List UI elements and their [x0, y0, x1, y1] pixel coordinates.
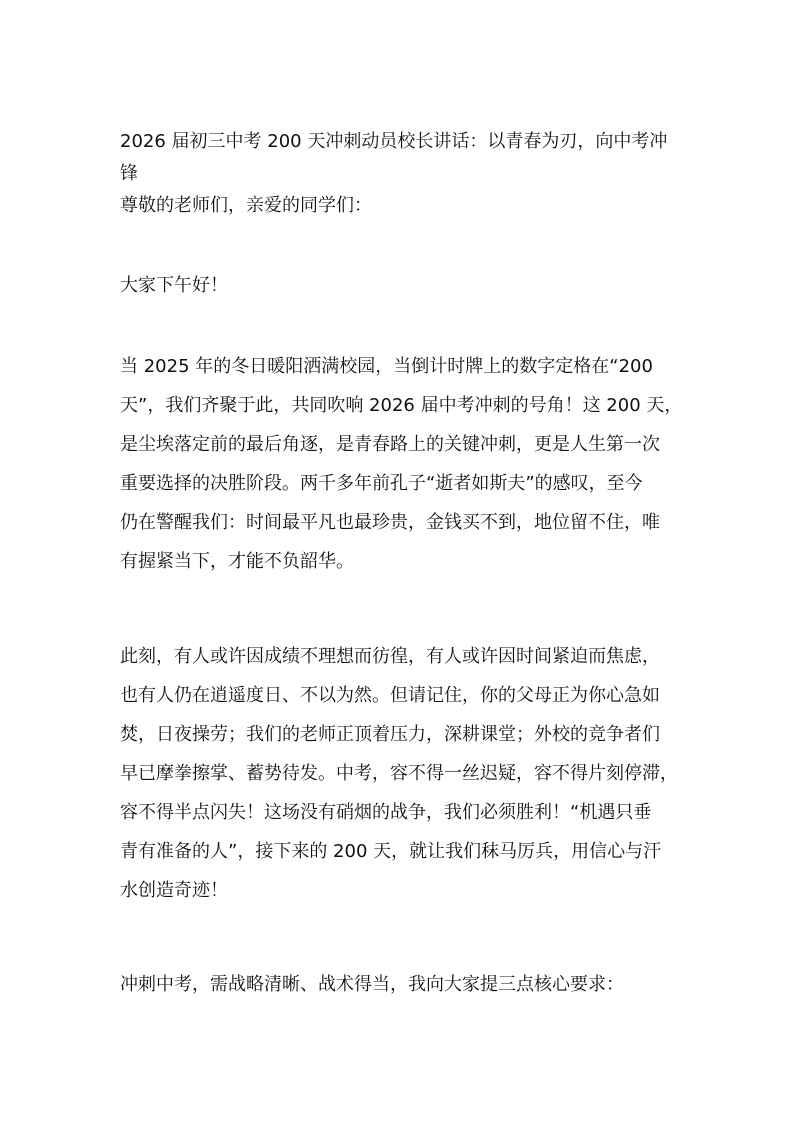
salutation: 尊敬的老师们，亲爱的同学们： — [120, 195, 372, 216]
paragraph-2-line-7: 水创造奇迹！ — [120, 880, 228, 901]
title-line-1: 2026 届初三中考 200 天冲刺动员校长讲话：以青春为刃，向中考冲 — [120, 131, 668, 152]
paragraph-2-line-4: 早已摩拳擦掌、蓄势待发。中考，容不得一丝迟疑，容不得片刻停滞， — [120, 763, 678, 784]
paragraph-2-line-1: 此刻，有人或许因成绩不理想而彷徨，有人或许因时间紧迫而焦虑， — [120, 646, 660, 667]
paragraph-3-line-1: 冲刺中考，需战略清晰、战术得当，我向大家提三点核心要求： — [120, 974, 624, 995]
paragraph-1-line-6: 有握紧当下，才能不负韶华。 — [120, 551, 354, 572]
paragraph-2-line-3: 焚，日夜操劳；我们的老师正顶着压力，深耕课堂；外校的竞争者们 — [120, 724, 660, 745]
paragraph-1-line-2: 天”，我们齐聚于此，共同吹响 2026 届中考冲刺的号角！这 200 天， — [120, 395, 683, 416]
paragraph-1-line-3: 是尘埃落定前的最后角逐，是青春路上的关键冲刺，更是人生第一次 — [120, 434, 660, 455]
paragraph-1-line-4: 重要选择的决胜阶段。两千多年前孔子“逝者如斯夫”的感叹，至今 — [120, 473, 643, 494]
paragraph-2-line-6: 青有准备的人”，接下来的 200 天，就让我们秣马厉兵，用信心与汗 — [120, 841, 662, 862]
paragraph-1-line-1: 当 2025 年的冬日暖阳洒满校园，当倒计时牌上的数字定格在“200 — [120, 356, 653, 377]
paragraph-2-line-2: 也有人仍在逍遥度日、不以为然。但请记住，你的父母正为你心急如 — [120, 685, 660, 706]
paragraph-1-line-5: 仍在警醒我们：时间最平凡也最珍贵，金钱买不到，地位留不住，唯 — [120, 512, 660, 533]
greeting: 大家下午好！ — [120, 275, 228, 296]
paragraph-2-line-5: 容不得半点闪失！这场没有硝烟的战争，我们必须胜利！“机遇只垂 — [120, 802, 652, 823]
title-line-2: 锋 — [120, 163, 138, 184]
